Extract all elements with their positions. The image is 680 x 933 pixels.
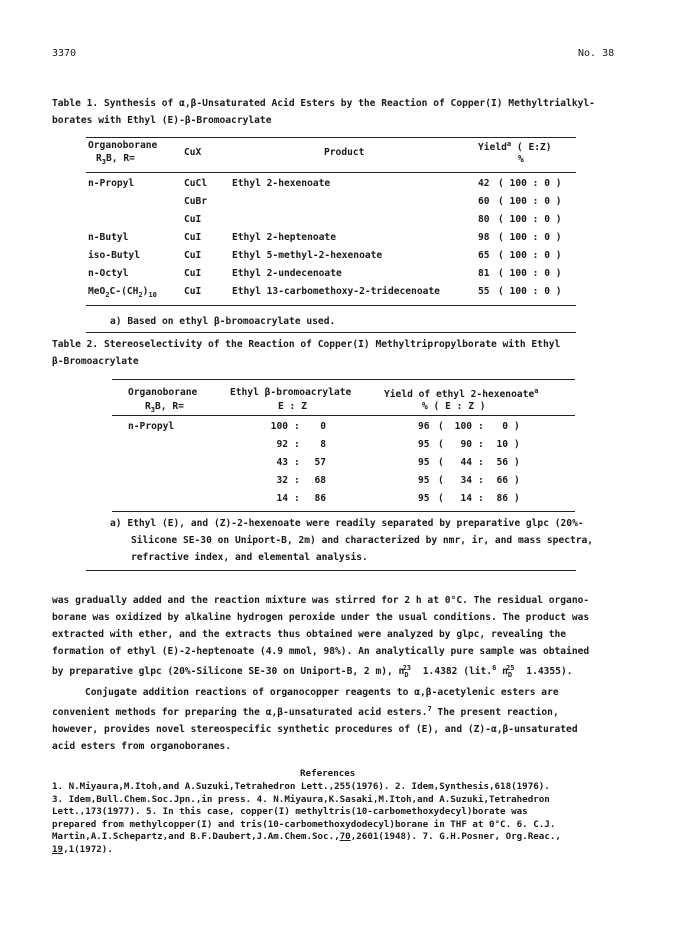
body-frag: The present reaction, <box>431 707 559 719</box>
t1-header-product: Product <box>324 147 365 158</box>
table2-row <box>112 439 575 457</box>
t2-cell-colon: : <box>478 457 484 468</box>
table1-footnote: a) Based on ethyl β-bromoacrylate used. <box>110 316 336 327</box>
table1-caption-line2: borates with Ethyl (E)-β-Bromoacrylate <box>52 115 272 126</box>
t2-header-bromo-ez: E : Z <box>278 401 307 412</box>
t1-header-organoborane: Organoborane <box>88 140 158 151</box>
t1-cell-ratio: ( 100 : 0 ) <box>498 178 562 189</box>
t2-cell-colon: : <box>478 475 484 486</box>
table2-top-rule <box>112 379 575 380</box>
table1-row <box>86 268 576 286</box>
t2-cell-ye: 100 <box>454 421 472 432</box>
t1-cell-yield: 98 <box>478 232 490 243</box>
t2-cell-paren: ( <box>438 493 444 504</box>
t2-cell-y: 95 <box>418 457 430 468</box>
ref-frag: ,1(1972). <box>63 843 113 855</box>
reference-line: prepared from methylcopper(I) and tris(10-carbomethoxydodecyl)borane in THF at 0°C. 6. C.J. <box>52 818 556 830</box>
table2-footnote-rule <box>86 570 576 571</box>
t1-cell-yield: 65 <box>478 250 490 261</box>
body-line <box>52 660 632 684</box>
t2-cell-yz: 0 <box>502 421 508 432</box>
t2-cell-ye: 44 <box>460 457 472 468</box>
table2-footnote-line3: refractive index, and elemental analysis. <box>131 552 368 563</box>
table2-caption-line1: Table 2. Stereoselectivity of the Reaction of Copper(I) Methyltripropylborate with Ethyl <box>52 339 561 350</box>
t2-cell-paren: ( <box>438 475 444 486</box>
t1-cell-product: Ethyl 2-hexenoate <box>232 178 331 189</box>
reference-line: Lett.,173(1977). 5. In this case, copper(I) methyltris(10-carbomethoxydecyl)borate was <box>52 806 528 817</box>
t2-cell-r: n-Propyl <box>128 421 175 432</box>
t1-yield-sup: a <box>506 140 512 148</box>
table2-row <box>112 421 575 439</box>
t2-yield-sup: a <box>534 387 539 395</box>
t1-cell-product: Ethyl 5-methyl-2-hexenoate <box>232 250 383 261</box>
t1-header-yield <box>478 140 552 153</box>
table2-row <box>112 457 575 475</box>
t2-cell-paren: ( <box>438 421 444 432</box>
t2-cell-paren: ( <box>438 457 444 468</box>
t1-cell-cux: CuI <box>184 250 202 261</box>
table1-row <box>86 232 576 250</box>
table1-footnote-rule <box>86 332 576 333</box>
t1-cell-yield: 55 <box>478 286 490 297</box>
table1-row <box>86 250 576 268</box>
table1-caption <box>52 95 595 129</box>
body-line: extracted with ether, and the extracts thus obtained were analyzed by glpc, revealing the <box>52 629 567 640</box>
table1-row <box>86 214 576 232</box>
t1-cell-r: n-Octyl <box>88 268 129 279</box>
table2-footnote-line1: a) Ethyl (E), and (Z)-2-hexenoate were readily separated by preparative glpc (20%- <box>110 518 584 529</box>
table2-body <box>112 421 575 511</box>
t2-header-r3b: $R_3B$, R= <box>145 401 184 414</box>
body-sup: 7 <box>427 705 432 714</box>
t1-header-cux: CuX <box>184 147 202 158</box>
body-line: however, provides novel stereospecific synthetic procedures of (E), and (Z)-α,β-unsaturated <box>52 724 578 736</box>
t2-cell-e: 32 <box>276 475 288 486</box>
t2-cell-z: 0 <box>320 421 326 432</box>
body-frag: 1.4382 (lit. <box>417 666 493 678</box>
table1-bottom-rule <box>86 305 576 306</box>
body-line: borane was oxidized by alkaline hydrogen peroxide under the usual conditions. The product was <box>52 612 590 623</box>
t2-cell-z: 86 <box>314 493 326 504</box>
t2-cell-colon: : <box>294 493 300 504</box>
issue-number: No. 38 <box>578 48 615 59</box>
t1-yield-ez: ( E:Z) <box>516 142 552 154</box>
table2-caption-line2: β-Bromoacrylate <box>52 356 139 367</box>
body-frag: 1.4355). <box>520 666 573 678</box>
body-text <box>52 592 632 755</box>
body-line: acid esters from organoboranes. <box>52 741 232 753</box>
t1-cell-cux: CuI <box>184 286 202 297</box>
t1-header-r3b: $R_3B$, R= <box>96 153 135 166</box>
t2-cell-paren: ) <box>514 439 520 450</box>
body-sup: 23 <box>402 664 411 672</box>
t2-cell-yz: 66 <box>496 475 508 486</box>
reference-line <box>52 844 642 857</box>
t2-cell-colon: : <box>478 421 484 432</box>
t1-cell-product: Ethyl 2-heptenoate <box>232 232 336 243</box>
t2-cell-paren: ( <box>438 439 444 450</box>
t2-cell-paren: ) <box>514 421 520 432</box>
t2-cell-yz: 86 <box>496 493 508 504</box>
t2-cell-colon: : <box>294 475 300 486</box>
t2-cell-z: 68 <box>314 475 326 486</box>
t2-cell-yz: 56 <box>496 457 508 468</box>
t1-cell-ratio: ( 100 : 0 ) <box>498 286 562 297</box>
table1-top-rule <box>86 137 576 138</box>
ref-frag: ,2601(1948). 7. G.H.Posner, Org.Reac., <box>350 831 561 842</box>
t1-cell-yield: 80 <box>478 214 490 225</box>
t1-cell-r: n-Butyl <box>88 232 129 243</box>
t1-cell-product: Ethyl 13-carbomethoxy-2-tridecenoate <box>232 286 440 297</box>
table2-footnote <box>110 515 593 566</box>
t2-cell-ye: 14 <box>460 493 472 504</box>
t1-cell-r: n-Propyl <box>88 178 135 189</box>
body-frag: convenient methods for preparing the α,β-unsaturated acid esters. <box>52 707 428 719</box>
table2-footnote-line2: Silicone SE-30 on Uniport-B, 2m) and characterized by nmr, ir, and mass spectra, <box>131 535 594 546</box>
t2-cell-e: 92 <box>276 439 288 450</box>
t1-cell-cux: CuI <box>184 268 202 279</box>
t2-cell-y: 95 <box>418 493 430 504</box>
table1-body <box>86 178 576 304</box>
t1-cell-r: iso-Butyl <box>88 250 140 261</box>
t2-header-yield <box>384 387 538 400</box>
t2-cell-ye: 34 <box>460 475 472 486</box>
t2-cell-yz: 10 <box>496 439 508 450</box>
t2-yield-text: Yield of ethyl 2-hexenoate <box>384 389 535 401</box>
reference-line: 1. N.Miyaura,M.Itoh,and A.Suzuki,Tetrahedron Lett.,255(1976). 2. Idem,Synthesis,618(1976). <box>52 781 550 792</box>
t2-cell-z: 57 <box>314 457 326 468</box>
t1-cell-cux: CuI <box>184 232 202 243</box>
t2-header-yield-ez: % ( E : Z ) <box>422 401 486 412</box>
body-sub: D <box>507 671 513 680</box>
reference-line <box>52 831 642 844</box>
body-line <box>52 701 632 721</box>
ref-frag: Martin,A.I.Schepartz,and B.F.Daubert,J.Am.Chem.Soc., <box>52 831 340 842</box>
table1-header-rule <box>86 172 576 173</box>
t2-header-bromo: Ethyl β-bromoacrylate <box>230 387 352 398</box>
t2-cell-y: 95 <box>418 475 430 486</box>
t2-cell-y: 96 <box>418 421 430 432</box>
table2-row <box>112 493 575 511</box>
t1-cell-cux: CuCl <box>184 178 208 189</box>
t2-cell-colon: : <box>294 421 300 432</box>
references-heading: References <box>300 768 356 779</box>
body-line: Conjugate addition reactions of organocopper reagents to α,β-acetylenic esters are <box>85 687 559 699</box>
t2-cell-ye: 90 <box>460 439 472 450</box>
t1-cell-ratio: ( 100 : 0 ) <box>498 214 562 225</box>
t1-cell-yield: 60 <box>478 196 490 207</box>
ref-volume: 70 <box>339 831 351 842</box>
t2-cell-colon: : <box>294 457 300 468</box>
t1-cell-cux: CuBr <box>184 196 208 207</box>
body-line: was gradually added and the reaction mixture was stirred for 2 h at 0°C. The residual organo- <box>52 595 590 606</box>
t2-cell-colon: : <box>478 439 484 450</box>
references-list <box>52 781 642 856</box>
t2-cell-colon: : <box>294 439 300 450</box>
t1-cell-yield: 81 <box>478 268 490 279</box>
table2-bottom-rule <box>112 511 575 512</box>
body-frag: by preparative glpc (20%-Silicone SE-30 on Uniport-B, 2 m), n <box>52 666 405 678</box>
t2-cell-e: 43 <box>276 457 288 468</box>
body-sub: D <box>404 671 409 680</box>
table1-row <box>86 178 576 196</box>
t2-cell-paren: ) <box>514 493 520 504</box>
table2-header-rule <box>112 415 575 416</box>
table1-caption-line1: Table 1. Synthesis of α,β-Unsaturated Acid Esters by the Reaction of Copper(I) Methyltrialkyl- <box>52 98 595 109</box>
ref-volume: 19 <box>52 843 64 855</box>
t2-cell-y: 95 <box>418 439 430 450</box>
t2-cell-paren: ) <box>514 457 520 468</box>
t2-cell-z: 8 <box>320 439 326 450</box>
t1-header-pct: % <box>518 154 524 165</box>
t1-cell-cux: CuI <box>184 214 202 225</box>
t2-cell-e: 100 <box>270 421 288 432</box>
reference-line: 3. Idem,Bull.Chem.Soc.Jpn.,in press. 4. N.Miyaura,K.Sasaki,M.Itoh,and A.Suzuki,Tetrahedron <box>52 793 550 805</box>
table2-row <box>112 475 575 493</box>
t1-cell-yield: 42 <box>478 178 490 189</box>
t1-cell-ratio: ( 100 : 0 ) <box>498 232 562 243</box>
t1-cell-r: $MeO_2C-(CH_2)_{10}$ <box>88 286 157 299</box>
t1-cell-ratio: ( 100 : 0 ) <box>498 196 562 207</box>
table1-row <box>86 286 576 304</box>
table2-caption <box>52 336 560 370</box>
t2-cell-colon: : <box>478 493 484 504</box>
t1-cell-product: Ethyl 2-undecenoate <box>232 268 342 279</box>
body-sup: 6 <box>492 664 497 672</box>
t1-yield-text: Yield <box>478 142 507 154</box>
t2-cell-e: 14 <box>276 493 288 504</box>
page-number: 3370 <box>52 48 77 59</box>
table2-header <box>112 382 575 412</box>
t1-cell-ratio: ( 100 : 0 ) <box>498 268 562 279</box>
body-line: formation of ethyl (E)-2-heptenoate (4.9 mmol, 98%). An analytically pure sample was obtained <box>52 646 590 657</box>
t1-cell-ratio: ( 100 : 0 ) <box>498 250 562 261</box>
t2-cell-paren: ) <box>514 475 520 486</box>
t2-header-organoborane: Organoborane <box>128 387 198 398</box>
body-frag: n <box>496 666 508 678</box>
table1-row <box>86 196 576 214</box>
body-sup: 25 <box>506 664 515 672</box>
table1-header <box>86 140 576 170</box>
